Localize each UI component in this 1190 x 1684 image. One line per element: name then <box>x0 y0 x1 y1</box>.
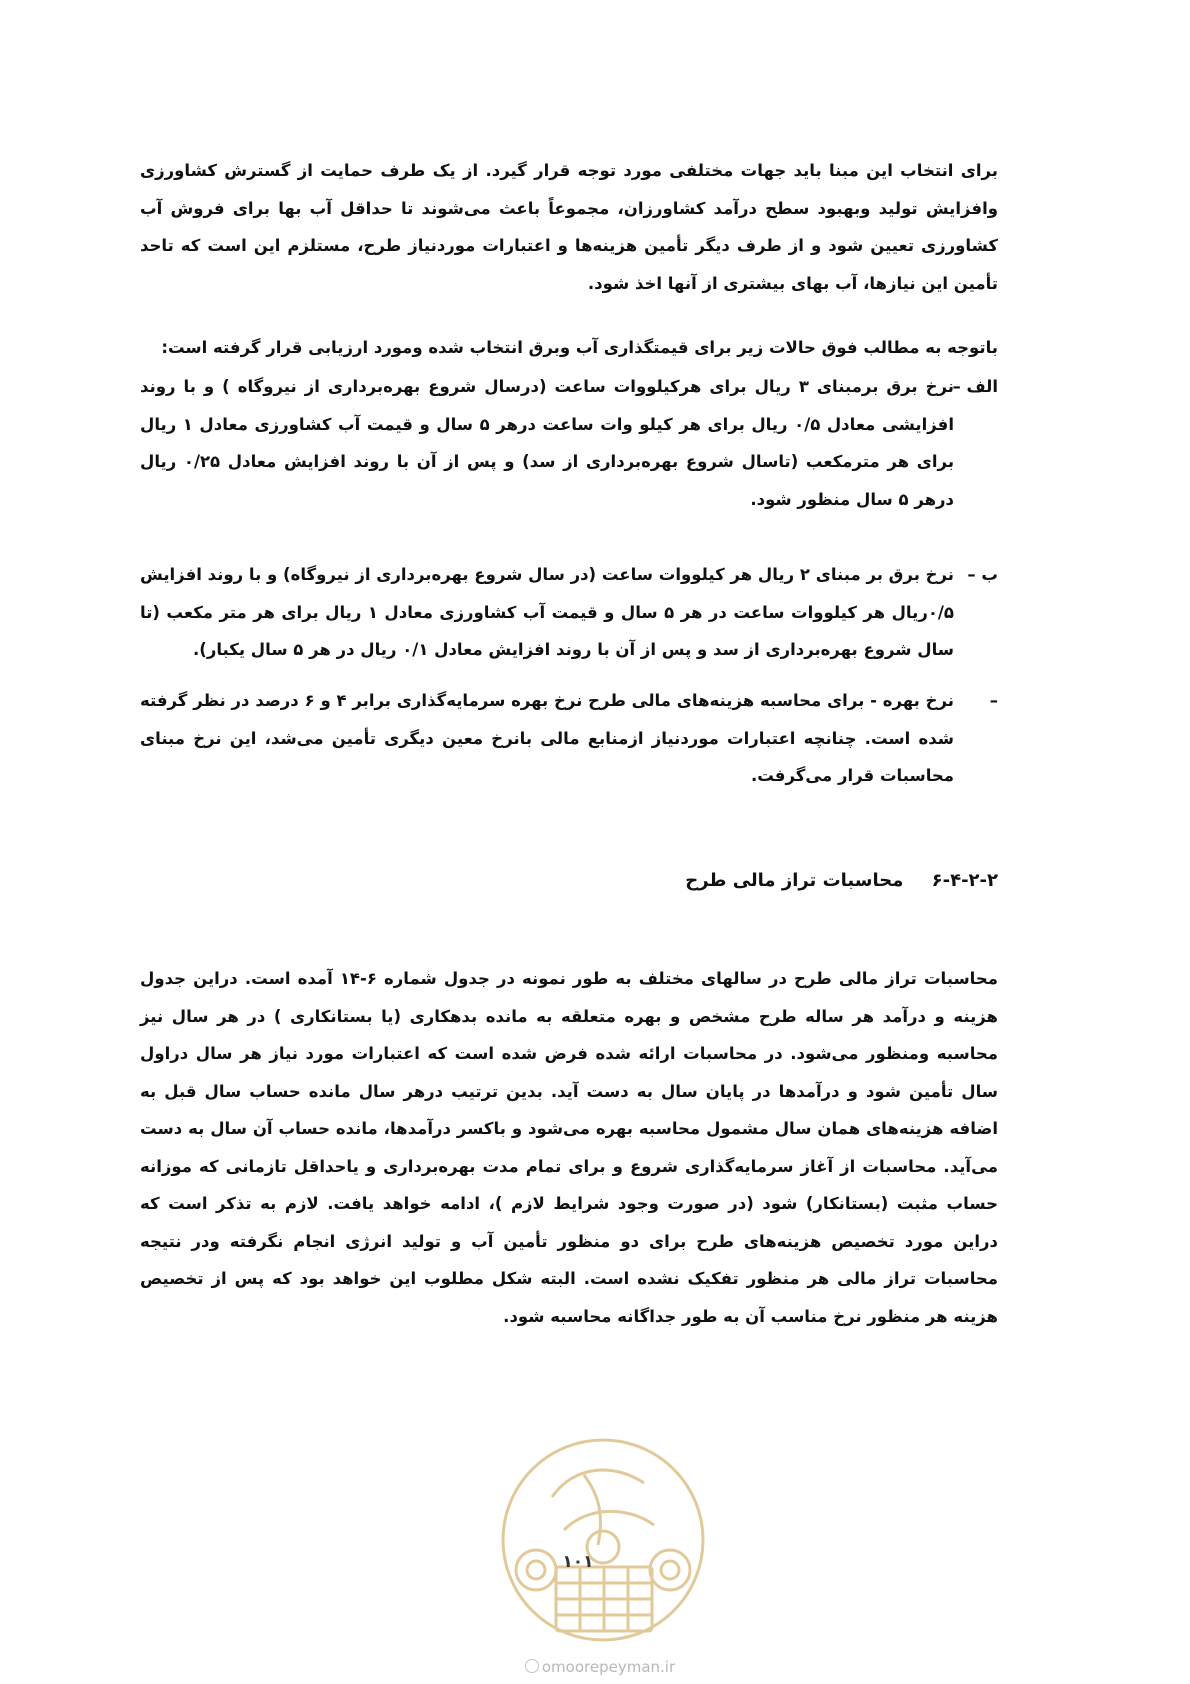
list-marker: الف – <box>952 377 998 396</box>
list-item <box>140 682 998 808</box>
list-item <box>140 556 998 682</box>
paragraph-cases-intro: باتوجه به مطالب فوق حالات زیر برای قیمتگذاری آب وبرق انتخاب شده ومورد ارزیابی قرار گرفته است: <box>161 338 998 357</box>
seal-icon <box>494 1435 712 1645</box>
list-item-text: نرخ برق برمبنای ۳ ریال برای هرکیلووات ساعت (درسال شروع بهره‌برداری از نیروگاه ) و با روند افزایشی معادل ۰/۵ ریال برای هر کیلو وات ساعت درهر ۵ سال و قیمت آب کشاورزی معادل ۱ ریال برای هر مترمکعب (تاسال شروع بهره‌برداری از سد) و پس از آن با روند افزایش معادل ۰/۲۵ ریال درهر ۵ سال منظور شود. <box>140 377 955 509</box>
section-heading <box>685 870 998 891</box>
pricing-cases-list <box>140 368 998 808</box>
watermark <box>480 1658 720 1676</box>
list-marker: ب – <box>967 565 998 584</box>
list-item-text: نرخ بهره - برای محاسبه هزینه‌های مالی طرح نرخ بهره سرمایه‌گذاری برابر ۴ و ۶ درصد در نظر گرفته شده است. چنانچه اعتبارات موردنیاز ازمنابع مالی بانرخ معین دیگری تأمین می‌شد، این نرخ مبنای محاسبات قرار می‌گرفت. <box>140 691 954 785</box>
section-number: ۶-۴-۲-۲ <box>931 870 998 891</box>
list-marker: – <box>989 691 998 710</box>
page-number: ۱۰۱ <box>562 1552 594 1572</box>
paragraph-balance: محاسبات تراز مالی طرح در سالهای مختلف به طور نمونه در جدول شماره ۶-۱۴ آمده است. دراین جدول هزینه و درآمد هر ساله طرح مشخص و بهره متعلقه به مانده بدهکاری (یا بستانکاری ) در هر سال نیز محاسبه ومنظور می‌شود. در محاسبات ارائه شده فرض شده است که اعتبارات مورد نیاز هر سال دراول سال تأمین شود و درآمدها در پایان سال به دست آید. بدین ترتیب درهر سال مانده حساب سال قبل به اضافه هزینه‌های همان سال مشمول محاسبه بهره می‌شود و باکسر درآمدها، مانده حساب آن سال به دست می‌آید. محاسبات از آغاز سرمایه‌گذاری شروع و برای تمام مدت بهره‌برداری و یاحداقل تازمانی که موزانه حساب مثبت (بستانکار) شود (در صورت وجود شرایط لازم )، ادامه خواهد یافت. لازم به تذکر است که دراین مورد تخصیص هزینه‌های طرح برای دو منظور تأمین آب و تولید انرژی انجام نگرفته ودر نتیجه محاسبات تراز مالی هر منظور تفکیک نشده است. البته شکل مطلوب این خواهد بود که پس از تخصیص هزینه هر منظور نرخ مناسب آن به طور جداگانه محاسبه شود. <box>140 969 998 1326</box>
list-item <box>140 368 998 556</box>
globe-icon <box>525 1659 539 1673</box>
section-title: محاسبات تراز مالی طرح <box>685 870 904 891</box>
watermark-text: omoorepeyman.ir <box>541 1658 676 1676</box>
paragraph-intro: برای انتخاب این مبنا باید جهات مختلفی مورد توجه قرار گیرد. از یک طرف حمایت از گسترش کشاورزی وافزایش تولید وبهبود سطح درآمد کشاورزان، مجموعاً باعث می‌شوند تا حداقل آب بها برای فروش آب کشاورزی تعیین شود و از طرف دیگر تأمین هزینه‌ها و اعتبارات موردنیاز طرح، مستلزم این است که تاحد تأمین این نیازها، آب بهای بیشتری از آنها اخذ شود. <box>140 161 998 293</box>
list-item-text: نرخ برق بر مبنای ۲ ریال هر کیلووات ساعت (در سال شروع بهره‌برداری از نیروگاه) و با روند افزایش ۰/۵ریال هر کیلووات ساعت در هر ۵ سال و قیمت آب کشاورزی معادل ۱ ریال برای هر متر مکعب (تا سال شروع بهره‌برداری از سد و پس از آن با روند افزایش معادل ۰/۱ ریال در هر ۵ سال یکبار). <box>140 565 954 659</box>
